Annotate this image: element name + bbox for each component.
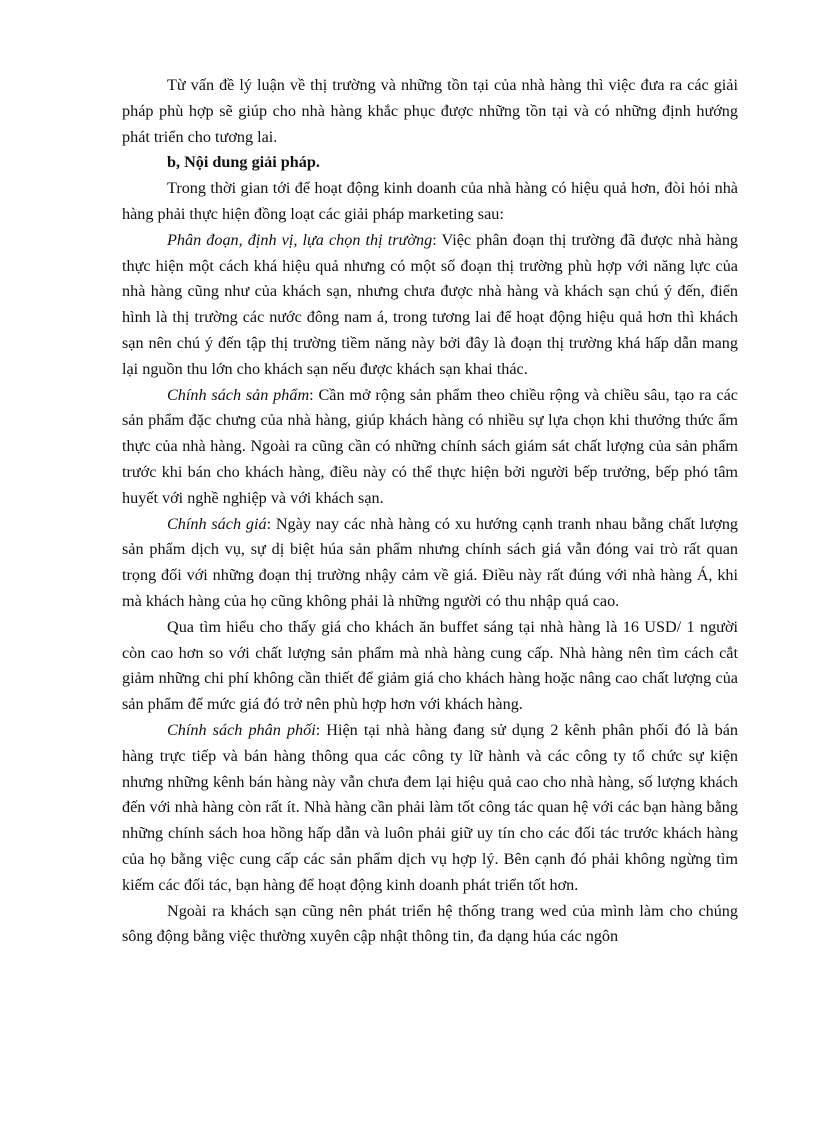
section-heading xyxy=(122,150,738,176)
paragraph-text: Từ vấn đề lý luận về thị trường và những tồn tại của nhà hàng thì việc đưa ra các giải pháp phù hợp sẽ giúp cho nhà hàng khắc phục được những tồn tại và có những định hướng phát triển cho tương lai. xyxy=(122,76,738,146)
paragraph-text: Trong thời gian tới để hoạt động kinh doanh của nhà hàng có hiệu quả hơn, đòi hỏi nhà hàng phải thực hiện đồng loạt các giải pháp marketing sau: xyxy=(122,179,738,223)
paragraph-buffet-price xyxy=(122,615,738,718)
paragraph-intro xyxy=(122,73,738,150)
paragraph-lead: Chính sách giá xyxy=(167,514,267,533)
paragraph-text: : Cần mở rộng sản phẩm theo chiều rộng và chiều sâu, tạo ra các sản phẩm đặc chưng của nhà hàng, giúp khách hàng có nhiều sự lựa chọn khi thưởng thức ẩm thực của nhà hàng. Ngoài ra cũng cần có những chính sách giám sát chất lượng của sản phẩm trước khi bán cho khách hàng, điều này có thể thực hiện bởi người bếp trưởng, bếp phó tâm huyết với nghề nghiệp và với khách sạn. xyxy=(122,385,738,507)
paragraph-lead: Chính sách phân phối xyxy=(167,720,316,739)
paragraph-text: : Việc phân đoạn thị trường đã được nhà hàng thực hiện một cách khá hiệu quả nhưng có một số đoạn thị trường phù hợp với năng lực của nhà hàng cũng như của khách sạn, nhưng chưa được nhà hàng và khách sạn chú ý đến, điển hình là thị trường các nước đông nam á, trong tương lai để hoạt động hiệu quả hơn thì khách sạn nên chú ý đến tập thị trường tiềm năng này bởi đây là đoạn thị trường khá hấp dẫn mang lại nguồn thu lớn cho khách sạn nếu được khách sạn khai thác. xyxy=(122,230,739,378)
paragraph-text: Ngoài ra khách sạn cũng nên phát triển hệ thống trang wed của mình làm cho chúng sông động bằng việc thường xuyên cập nhật thông tin, đa dạng húa các ngôn xyxy=(122,901,738,946)
paragraph-text: : Ngày nay các nhà hàng có xu hướng cạnh tranh nhau bằng chất lượng sản phẩm dịch vụ, sự dị biệt húa sản phẩm nhưng chính sách giá vẫn đóng vai trò rất quan trọng đối với những đoạn thị trường nhậy cảm về giá. Điều này rất đúng với nhà hàng Á, khi mà khách hàng của họ cũng không phải là những người có thu nhập quá cao. xyxy=(122,514,739,610)
paragraph-lead: Phân đoạn, định vị, lựa chọn thị trường xyxy=(167,230,433,249)
paragraph-product-policy xyxy=(122,383,738,512)
paragraph-segmentation xyxy=(122,228,738,383)
paragraph-text: Qua tìm hiểu cho thấy giá cho khách ăn buffet sáng tại nhà hàng là 16 USD/ 1 người còn cao hơn so với chất lượng sản phẩm mà nhà hàng cung cấp. Nhà hàng nên tìm cách cắt giảm những chi phí không cần thiết để giảm giá cho khách hàng hoặc nâng cao chất lượng của sản phẩm để mức giá đó trở nên phù hợp hơn với khách hàng. xyxy=(122,617,738,714)
paragraph-website xyxy=(122,899,738,951)
paragraph-price-policy xyxy=(122,512,738,615)
paragraph-text: : Hiện tại nhà hàng đang sử dụng 2 kênh phân phối đó là bán hàng trực tiếp và bán hàng thông qua các công ty lữ hành và các công ty tổ chức sự kiện nhưng những kênh bán hàng này vẫn chưa đem lại hiệu quả cao cho nhà hàng, số lượng khách đến với nhà hàng còn rất ít. Nhà hàng cần phải làm tốt công tác quan hệ với các bạn hàng bằng những chính sách hoa hồng hấp dẫn và luôn phải giữ uy tín cho các đối tác trước khách hàng của họ bằng việc cung cấp các sản phẩm dịch vụ hợp lý. Bên cạnh đó phải không ngừng tìm kiếm các đối tác, bạn hàng để hoạt động kinh doanh phát triển tốt hơn. xyxy=(122,720,738,894)
paragraph-overview xyxy=(122,176,738,228)
paragraph-lead: Chính sách sản phẩm xyxy=(167,385,310,404)
paragraph-distribution-policy xyxy=(122,718,738,899)
document-page xyxy=(122,73,738,950)
heading-text: b, Nội dung giải pháp. xyxy=(167,153,320,172)
